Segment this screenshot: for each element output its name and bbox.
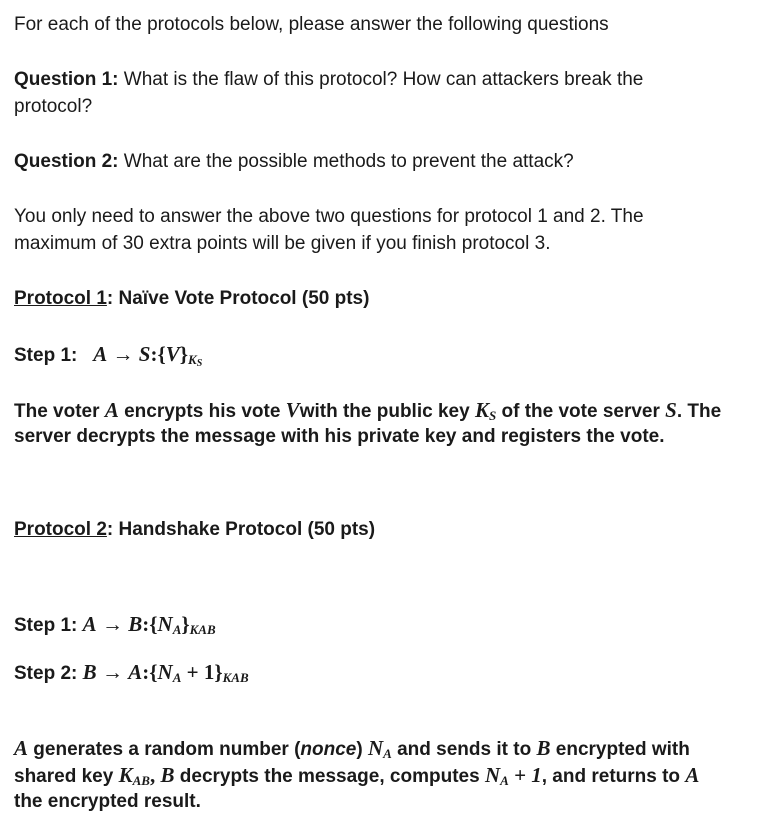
math-var-v: V (285, 398, 300, 422)
protocol-1-desc-a: The voter (14, 401, 100, 422)
protocol-1-label: Protocol 1 (14, 288, 107, 309)
protocol-2-desc2-a: shared key (14, 766, 114, 787)
math-var-a: A (14, 736, 29, 760)
protocol-1-desc-e: . The (676, 401, 722, 422)
question-1-line2: protocol? (14, 96, 93, 117)
protocol-2-step-2 (14, 659, 249, 688)
protocol-1-title: : Naïve Vote Protocol (50 pts) (106, 288, 370, 309)
protocol-1-step-1-formula: $A \to S:\{V\}_{K_S}$ (93, 342, 203, 369)
protocol-2-desc-nonce: nonce (300, 739, 357, 760)
protocol-2-heading (14, 517, 375, 543)
protocol-2-desc-line2: shared key $K_{AB}$, B decrypts the message, computes $N_A + 1$, and returns to A (14, 763, 700, 788)
protocol-2-step-1-formula: $A \to B:\{N_A\}_{KAB}$ (82, 612, 216, 637)
question-2 (14, 149, 574, 175)
protocol-2-desc-b: ) (356, 739, 363, 760)
math-var-na: $N_A$ (367, 736, 392, 761)
protocol-1-step-1-label: Step 1: (14, 345, 78, 366)
protocol-1-desc-line2: server decrypts the message with his private key and registers the vote. (14, 426, 665, 447)
protocol-1-desc-line1 (14, 397, 721, 426)
protocol-2-desc-line1 (14, 735, 690, 764)
protocol-1-heading (14, 286, 369, 312)
question-2-label: Question 2: (14, 151, 119, 172)
question-1-label: Question 1: (14, 69, 119, 90)
math-var-b: B (536, 736, 551, 760)
protocol-2-step-1-label: Step 1: (14, 615, 78, 636)
protocol-2-step-2-label: Step 2: (14, 663, 78, 684)
math-var-b: B (160, 763, 175, 787)
question-1-text: What is the flaw of this protocol? How can attackers break the (123, 69, 644, 90)
math-var-s: S (665, 398, 677, 422)
math-var-kab: $K_{AB}$ (118, 763, 150, 788)
protocol-2-desc-c: and sends it to (397, 739, 532, 760)
note-line1: You only need to answer the above two questions for protocol 1 and 2. The (14, 206, 644, 227)
protocol-2-label: Protocol 2 (14, 519, 107, 540)
protocol-2-step-1 (14, 611, 216, 640)
note-line2: maximum of 30 extra points will be given if you finish protocol 3. (14, 233, 551, 254)
intro-text: For each of the protocols below, please answer the following questions (14, 14, 609, 35)
protocol-1-desc-b: encrypts his vote (124, 401, 281, 422)
protocol-2-desc2-b: decrypts the message, computes (179, 766, 480, 787)
protocol-2-step-2-formula: $B \to A:\{N_A + 1\}_{KAB}$ (82, 660, 249, 685)
protocol-2-desc-a: generates a random number ( (33, 739, 301, 760)
question-2-text: What are the possible methods to prevent the attack? (123, 151, 574, 172)
protocol-1-desc-c: with the public key (299, 401, 470, 422)
protocol-2-desc-d: encrypted with (555, 739, 690, 760)
question-1 (14, 67, 643, 93)
math-var-ks: $K_S$ (474, 398, 497, 423)
protocol-2-desc2-c: , and returns to (541, 766, 681, 787)
protocol-1-desc-d: of the vote server (501, 401, 660, 422)
protocol-2-desc-line3: the encrypted result. (14, 791, 201, 812)
protocol-2-title: : Handshake Protocol (50 pts) (106, 519, 376, 540)
math-var-na-plus-1: $N_A + 1$ (484, 763, 542, 788)
math-var-a: A (685, 763, 700, 787)
math-var-a: A (104, 398, 119, 422)
protocol-1-step-1 (14, 341, 202, 372)
